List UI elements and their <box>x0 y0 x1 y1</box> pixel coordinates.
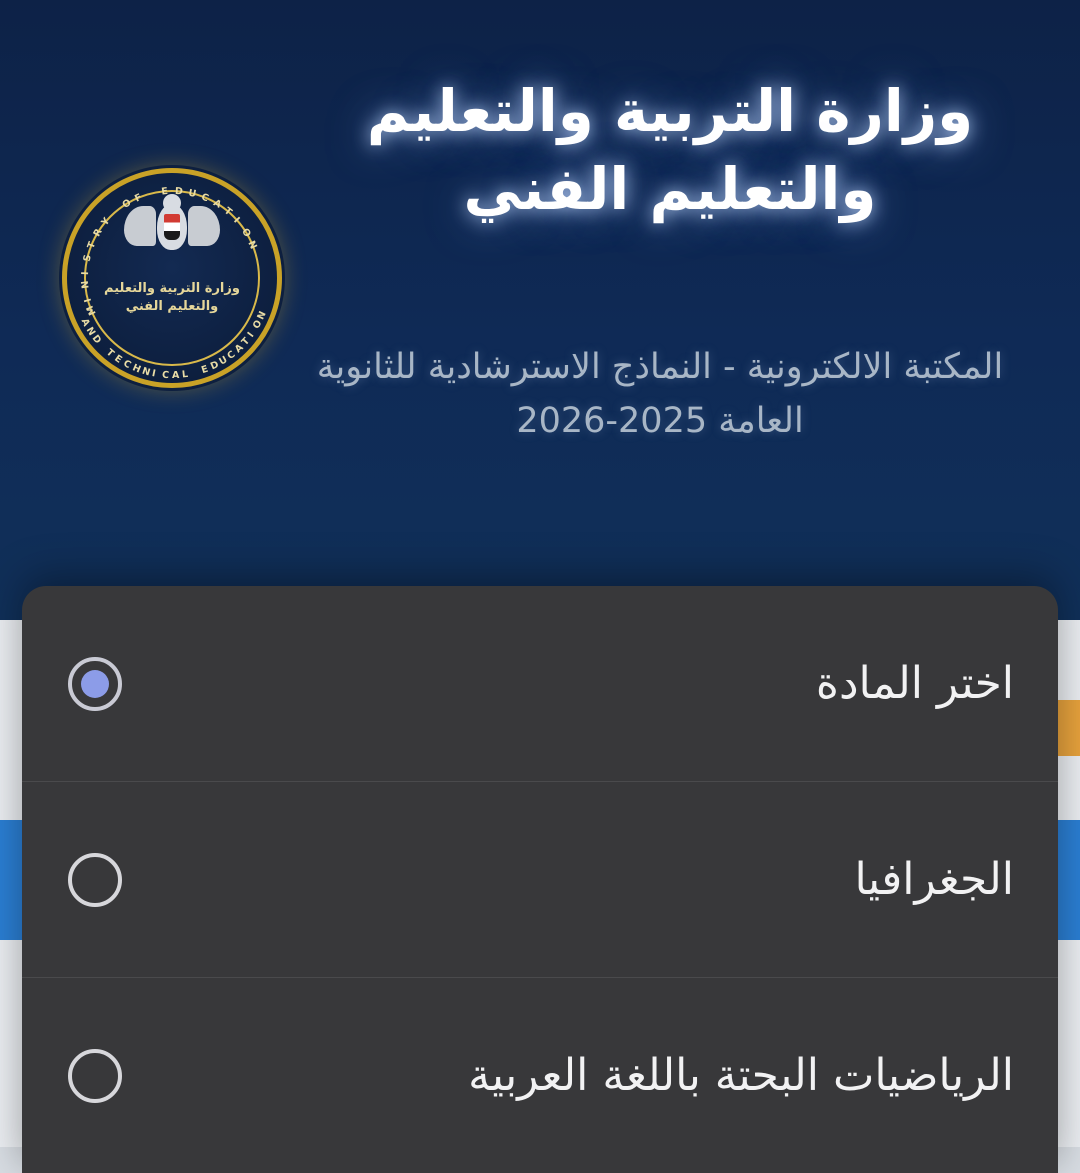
option-label-1: الجغرافيا <box>854 853 1014 905</box>
page-title: وزارة التربية والتعليم والتعليم الفني <box>366 77 974 224</box>
radio-button-0[interactable] <box>68 657 122 711</box>
list-item[interactable] <box>22 782 1058 978</box>
list-item[interactable] <box>22 978 1058 1173</box>
option-label-2: الرياضيات البحتة باللغة العربية <box>468 1050 1014 1102</box>
page-subtitle: المكتبة الالكترونية - النماذج الاسترشادية للثانوية العامة 2025-2026 <box>316 347 1004 442</box>
list-item[interactable] <box>22 586 1058 782</box>
radio-button-2[interactable] <box>68 1049 122 1103</box>
radio-button-1[interactable] <box>68 853 122 907</box>
emblem-arc-text: M I N I S T R Y O F E D U C A T I O N A N D T E C H N I C A L E D U C A T I O N <box>78 185 269 382</box>
emblem-center-label: وزارة التربية والتعليم والتعليم الفني <box>104 281 240 314</box>
option-label-0: اختر المادة <box>815 657 1014 709</box>
subject-picker-sheet[interactable] <box>22 586 1058 1173</box>
ministry-emblem-icon <box>62 168 282 388</box>
